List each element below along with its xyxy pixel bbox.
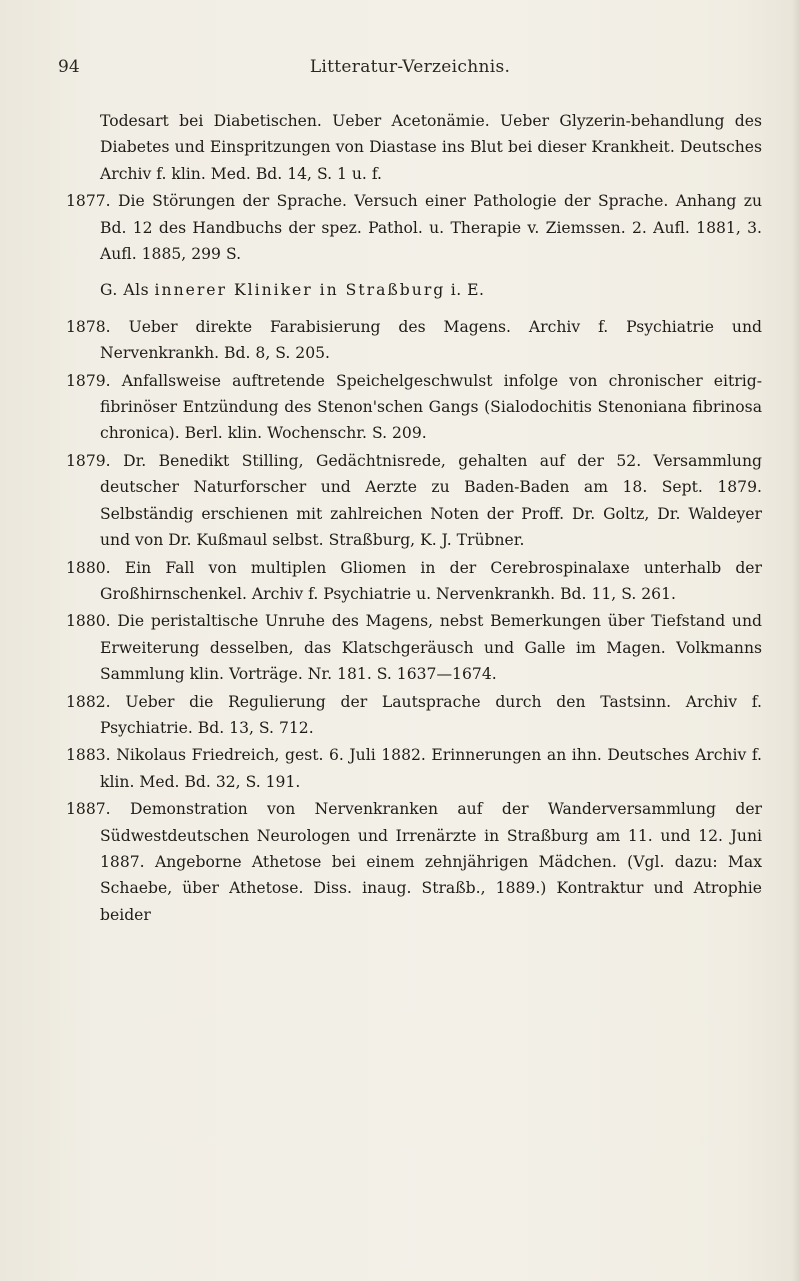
entry-year: 1880. xyxy=(66,558,111,577)
entry-year: 1879. xyxy=(66,451,111,470)
bibliography-entry xyxy=(66,314,762,367)
section-heading-prefix: G. Als xyxy=(100,281,150,300)
running-title: Litteratur-Verzeichnis. xyxy=(309,57,511,77)
entry-year: 1878. xyxy=(66,317,111,336)
bibliography-entry xyxy=(66,448,762,554)
page-number: 94 xyxy=(58,57,80,77)
entry-text: Demonstration von Nervenkranken auf der Wanderversammlung der Südwestdeutschen Neurologen und Irrenärzte in Straßburg am 11. und 12. Juni 1887. Angeborne Athetose bei einem zehnjährigen Mädchen. (Vgl. dazu: Max Schaebe, über Athetose. Diss. inaug. Straßb., 1889.) Kontraktur und Atrophie beider xyxy=(100,800,762,924)
entry-text: Die Störungen der Sprache. Versuch einer Pathologie der Sprache. Anhang zu Bd. 12 des Handbuchs der spez. Pathol. u. Therapie v. Ziemssen. 2. Aufl. 1881, 3. Aufl. 1885, 299 S. xyxy=(100,192,762,264)
entry-text: Ueber direkte Farabisierung des Magens. Archiv f. Psychiatrie und Nervenkrankh. Bd. 8, S. 205. xyxy=(100,317,762,363)
entry-text: Ueber die Regulierung der Lautsprache durch den Tastsinn. Archiv f. Psychiatrie. Bd. 13, S. 712. xyxy=(100,692,762,737)
entry-year: 1880. xyxy=(66,612,111,631)
bibliography-entry xyxy=(66,188,762,267)
bibliography-entry xyxy=(66,368,762,447)
entry-text: Die peristaltische Unruhe des Magens, nebst Bemerkungen über Tiefstand und Erweiterung desselben, das Klatschgeräusch und Galle im Magen. Volkmanns Sammlung klin. Vorträge. Nr. 181. S. 1637—1674. xyxy=(100,612,762,684)
entry-text: Anfallsweise auftretende Speichelgeschwulst infolge von chronischer eitrig-fibrinöser Entzündung des Stenon'schen Gangs (Sialodochitis Stenoniana fibrinosa chronica). Berl. klin. Wochenschr. S. 209. xyxy=(100,371,762,443)
running-head xyxy=(58,57,762,87)
entry-text: Nikolaus Friedreich, gest. 6. Juli 1882. Erinnerungen an ihn. Deutsches Archiv f. klin. Med. Bd. 32, S. 191. xyxy=(100,746,762,791)
entry-text: Todesart bei Diabetischen. Ueber Acetonämie. Ueber Glyzerin-behandlung des Diabetes und Einspritzungen von Diastase ins Blut bei dieser Krankheit. Deutsches Archiv f. klin. Med. Bd. 14, S. 1 u. f. xyxy=(100,112,762,183)
bibliography-entry xyxy=(66,742,762,795)
entry-year: 1877. xyxy=(66,192,111,211)
page-edge-shadow xyxy=(792,0,800,1281)
entry-year: 1879. xyxy=(66,371,111,390)
bibliography-entry xyxy=(66,689,762,742)
entry-year: 1882. xyxy=(66,692,111,711)
bibliography-entry xyxy=(66,796,762,928)
entry-year: 1883. xyxy=(66,746,111,765)
entry-text: Ein Fall von multiplen Gliomen in der Cerebrospinalaxe unterhalb der Großhirnschenkel. Archiv f. Psychiatrie u. Nervenkrankh. Bd. 11, S. 261. xyxy=(100,558,762,603)
section-heading-suffix: i. E. xyxy=(450,281,485,300)
bibliography-entry xyxy=(66,608,762,687)
bibliography-text xyxy=(66,108,762,929)
section-heading-spaced: innerer Kliniker in Straßburg xyxy=(154,281,446,300)
section-heading xyxy=(100,277,762,303)
entry-text: Dr. Benedikt Stilling, Gedächtnisrede, gehalten auf der 52. Versammlung deutscher Naturforscher und Aerzte zu Baden-Baden am 18. Sept. 1879. Selbständig erschienen mit zahlreichen Noten der Proff. Dr. Goltz, Dr. Waldeyer und von Dr. Kußmaul selbst. Straßburg, K. J. Trübner. xyxy=(100,451,762,550)
bibliography-entry xyxy=(66,555,762,608)
bibliography-entry xyxy=(66,108,762,187)
entry-year: 1887. xyxy=(66,800,111,819)
